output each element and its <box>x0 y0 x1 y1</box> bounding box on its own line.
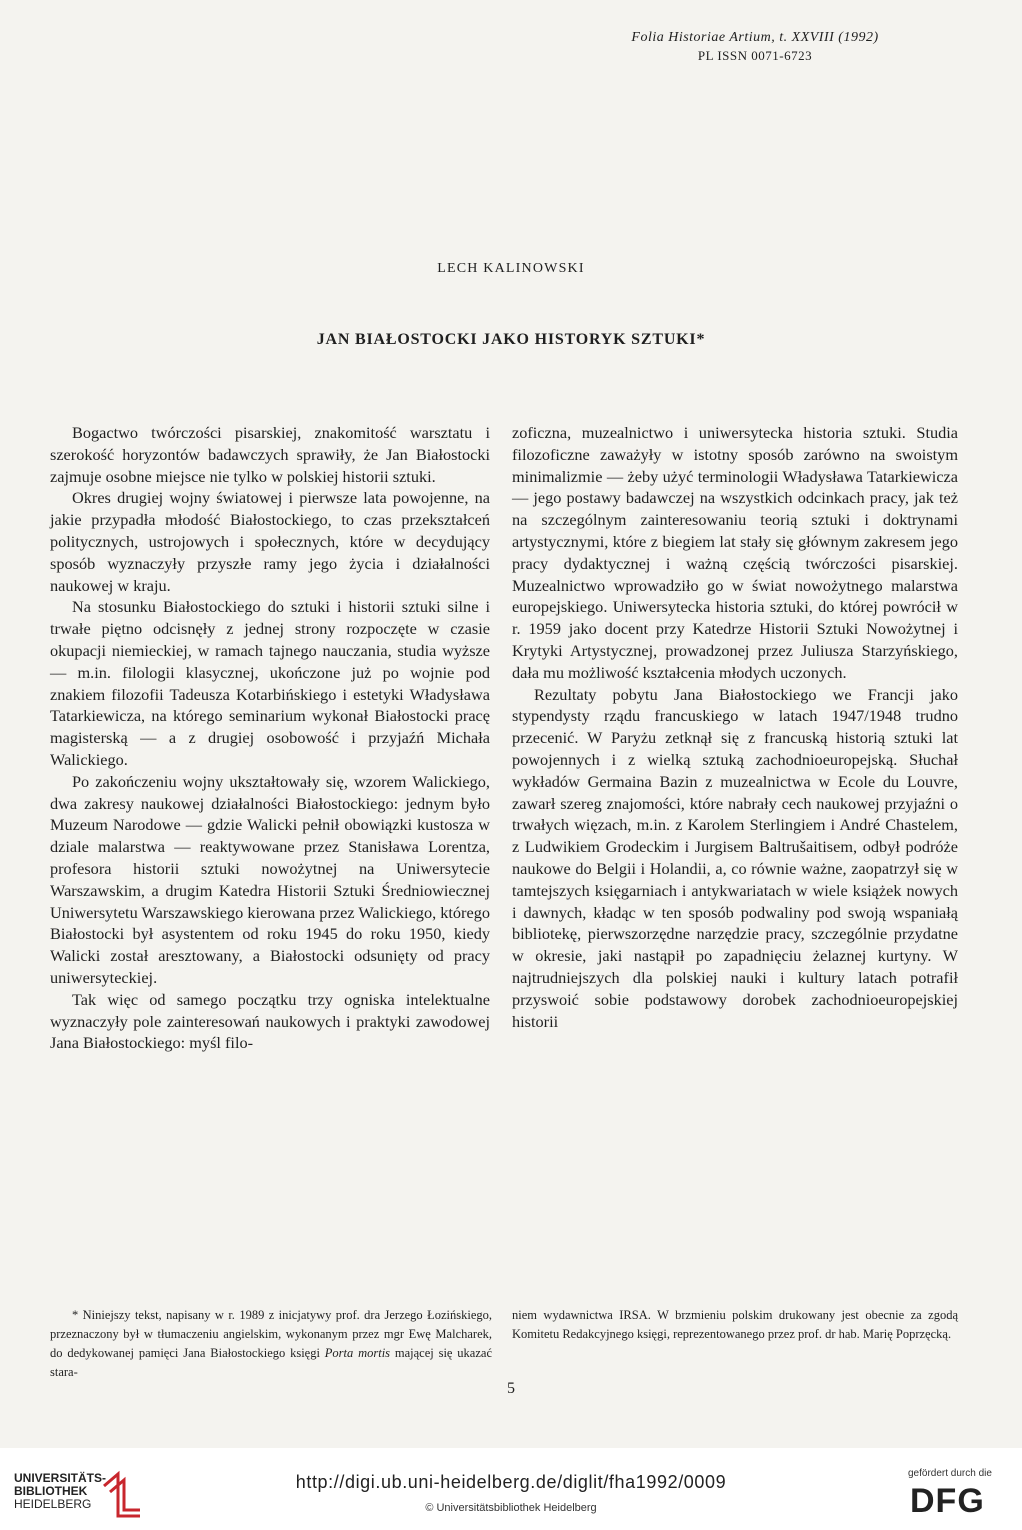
library-name-line: HEIDELBERG <box>14 1497 92 1511</box>
copyright-notice: © Universitätsbibliothek Heidelberg <box>425 1502 597 1514</box>
footnote-book-title: Porta mortis <box>324 1346 391 1360</box>
paragraph: Okres drugiej wojny światowej i pierwsze lata powojenne, na jakie przypadła młodość Białostockiego, to czas przekształceń politycznych, ustrojowych i społecznych, które w decydujący sposób wyznaczyły przyszłe ramy jego życia i działalności naukowej w kraju. <box>50 488 490 595</box>
paragraph: Na stosunku Białostockiego do sztuki i historii sztuki silne i trwałe piętno odcisnęły z jednej strony rozpoczęte w czasie okupacji niemieckiej, w ramach tajnego nauczania, studia wyższe — m.in. filologii klasycznej, ukończone już po wojnie pod znakiem filozofii Tadeusza Kotarbińskiego i estetyki Władysława Tatarkiewicza, na którego seminarium wykonał Białostocki pracę magisterską — a z drugiej osobowość i przyjaźń Michała Walickiego. <box>50 597 490 769</box>
paragraph: Po zakończeniu wojny ukształtowały się, wzorem Walickiego, dwa zakresy naukowej działalności Białostockiego: jednym było Muzeum Narodowe — gdzie Walicki pełnił obowiązki kustosza w dziale malarstwa — reaktywowane przez Stanisława Lorentza, profesora historii sztuki nowożytnej na Uniwersytecie Warszawskim, a drugim Katedra Historii Sztuki Średniowiecznej Uniwersytetu Warszawskiego kierowana przez Walickiego, którego Białostocki był asystentem od roku 1945 do roku 1950, kiedy Walicki został aresztowany, a Białostocki odsunięty od pracy uniwersyteckiej. <box>50 771 490 987</box>
footnote-left <box>50 1306 492 1382</box>
footnote-text-part: * Niniejszy tekst, napisany w r. 1989 z inicjatywy prof. dra Jerzego Łozińskiego, przeznaczony był w tłumaczeniu angielskim, wykonanym przez mgr Ewę Malcharek, do dedykowanej pamięci Jana Białostockiego księgi <box>50 1308 492 1360</box>
issn: PL ISSN 0071-6723 <box>697 48 813 63</box>
library-name-line: BIBLIOTHEK <box>14 1484 88 1498</box>
footnote-right <box>512 1306 958 1344</box>
dfg-logo-icon: DFG <box>910 1482 985 1520</box>
footnote-text-part: mającej się ukazać stara- <box>50 1346 492 1379</box>
footnote-text <box>50 1306 492 1382</box>
permalink-url[interactable]: http://digi.ub.uni-heidelberg.de/diglit/fha1992/0009 <box>295 1472 727 1492</box>
library-name-line: UNIVERSITÄTS- <box>14 1471 107 1485</box>
article-author: LECH KALINOWSKI <box>437 261 585 276</box>
article-title: JAN BIAŁOSTOCKI JAKO HISTORYK SZTUKI* <box>316 331 706 348</box>
paragraph: Bogactwo twórczości pisarskiej, znakomitość warsztatu i szerokość horyzontów badawczych sprawiły, że Jan Białostocki zajmuje osobne miejsce nie tylko w polskiej historii sztuki. <box>50 423 490 486</box>
footnote-text: niem wydawnictwa IRSA. W brzmieniu polskim drukowany jest obecnie za zgodą Komitetu Redakcyjnego księgi, reprezentowanego przez prof. dr hab. Marię Poprzęcką. <box>512 1308 958 1341</box>
funding-label: gefördert durch die <box>908 1468 992 1479</box>
paragraph: zoficzna, muzealnictwo i uniwersytecka historia sztuki. Studia filozoficzne zaważyły w istotny sposób zarówno na swoistym minimalizmie — żeby użyć terminologii Władysława Tatarkiewicza — jego postawy badawczej na wszystkich odcinkach pracy, jak też na szczególnym zainteresowaniu teorią sztuki i doktrynami artystycznymi, które z biegiem lat stały się głównym zakresem jego pracy dydaktycznej i ważną częścią twórczości pisarskiej. Muzealnictwo wprowadziło go w świat nowożytnego malarstwa europejskiego. Uniwersytecka historia sztuki, do której powrócił w r. 1959 jako docent przy Katedrze Historii Sztuki Nowożytnej i Krytyki Artystycznej, prowadzonej przez Juliusza Starzyńskiego, dała mu możliwość kształcenia młodych uczonych. <box>512 423 958 682</box>
paragraph: Tak więc od samego początku trzy ogniska intelektualne wyznaczyły pole zainteresowań naukowych i praktyki zawodowej Jana Białostockiego: myśl filo- <box>50 989 490 1053</box>
left-column <box>50 422 490 1054</box>
paragraph: Rezultaty pobytu Jana Białostockiego we Francji jako stypendysty rządu francuskiego w latach 1947/1948 trudno przecenić. W Paryżu zetknął się z francuską historią sztuki lat powojennych i z wielką sztuką zachodnioeuropejską. Słuchał wykładów Germaina Bazin z muzealnictwa w Ecole du Louvre, zawarł szereg znajomości, które nabrały cech naukowej przyjaźni o trwałych więzach, m.in. z Karolem Sterlingiem i André Chastelem, z Ludwikiem Grodeckim i Jurgisem Baltrušaitisem, odbył podróże naukowe do Belgii i Holandii, a, co równie ważne, zaopatrzył się w tamtejszych księgarniach i antykwariatach w wiele książek nowych i dawnych, kładąc w ten sposób podwaliny pod swoją wspaniałą bibliotekę, pierwszorzędne narzędzie pracy, szczególnie przydatne w okresie, jaki nastąpił po zapadnięciu żelaznej kurtyny. W najtrudniejszych dla polskiej nauki i kultury latach potrafił przyswoić sobie podstawowy dorobek zachodnioeuropejskiej historii <box>512 684 958 1031</box>
right-column <box>512 422 958 1032</box>
journal-citation: Folia Historiae Artium, t. XXVIII (1992) <box>631 30 879 45</box>
page-number: 5 <box>507 1380 515 1397</box>
digitization-footer <box>0 1448 1022 1530</box>
